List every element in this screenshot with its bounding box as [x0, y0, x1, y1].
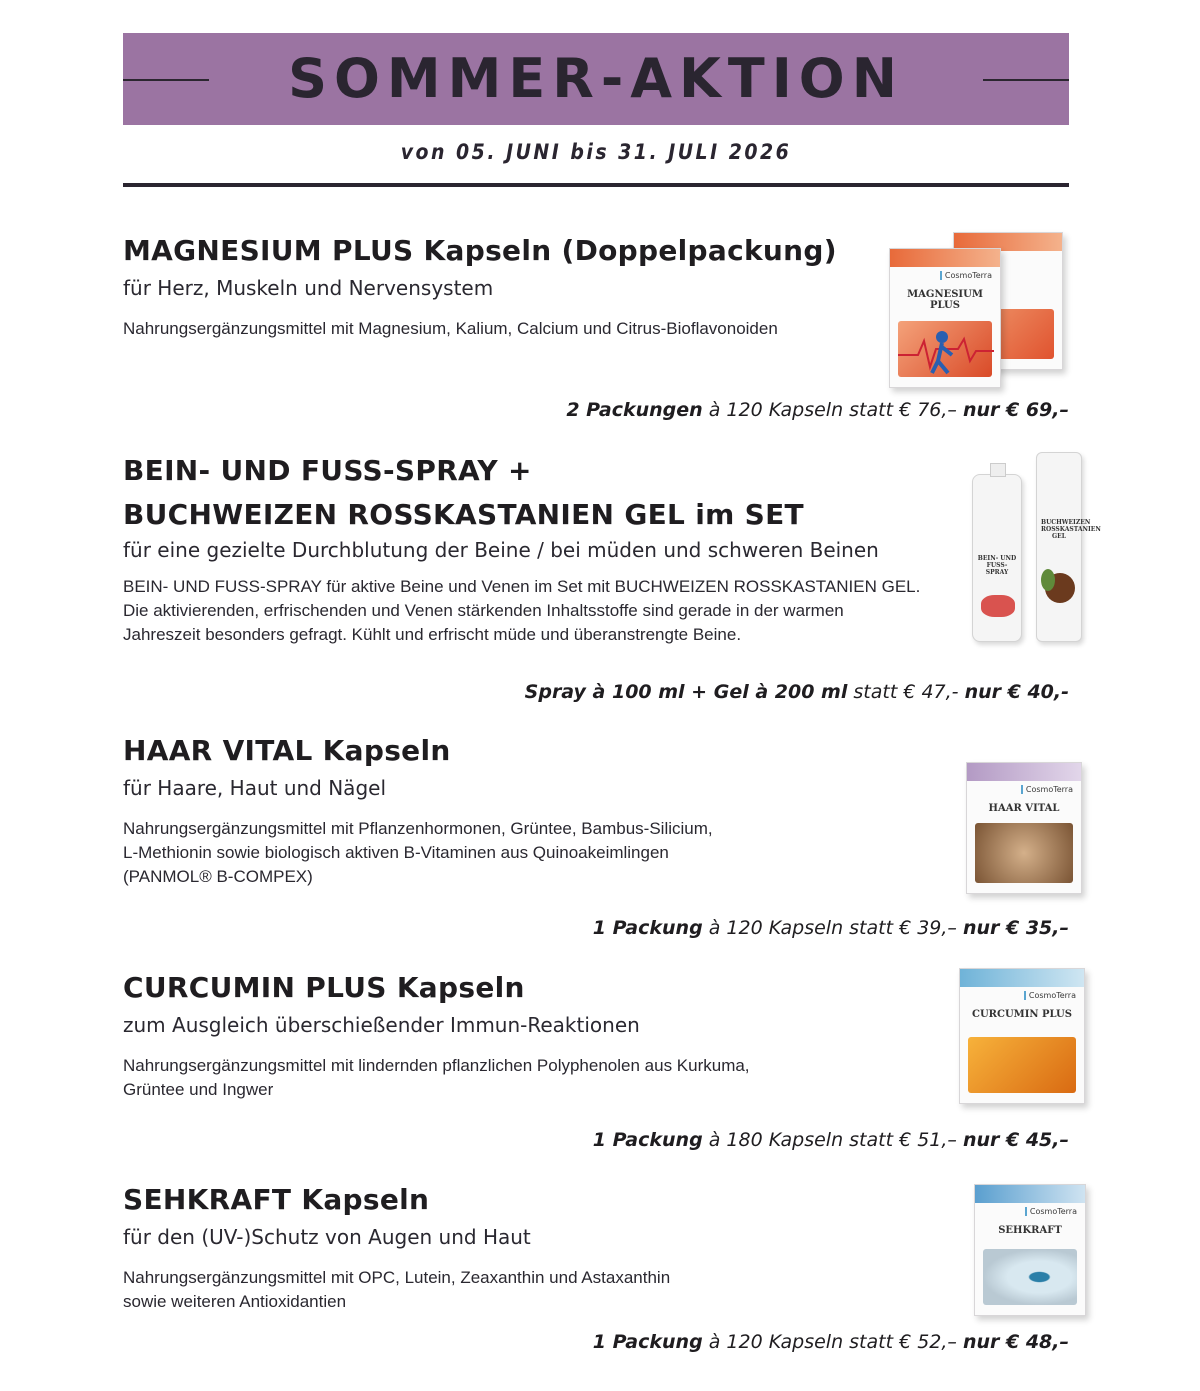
product-title: CURCUMIN PLUS Kapseln — [123, 971, 525, 1004]
product-haar-vital — [123, 729, 1069, 889]
promo-dates: von 05. JUNI bis 31. JULI 2026 — [400, 140, 792, 164]
product-description: Nahrungsergänzungsmittel mit lindernden pflanzlichen Polyphenolen aus Kurkuma, Grüntee und Ingwer — [123, 1056, 750, 1099]
product-price: Spray à 100 ml + Gel à 200 ml statt € 47,- nur € 40,- — [524, 681, 1069, 703]
product-price: 1 Packung à 120 Kapseln statt € 39,– nur € 35,– — [592, 917, 1069, 939]
product-curcumin-plus — [123, 966, 1069, 1102]
product-subtitle: für eine gezielte Durchblutung der Beine / bei müden und schweren Beinen — [123, 538, 879, 562]
product-description: Nahrungsergänzungsmittel mit OPC, Lutein, Zeaxanthin und Astaxanthin sowie weiteren Antioxidantien — [123, 1268, 671, 1311]
sehkraft-image: CosmoTerra SEHKRAFT — [970, 1180, 1094, 1320]
product-price: 2 Packungen à 120 Kapseln statt € 76,– nur € 69,– — [566, 399, 1069, 421]
product-title: SEHKRAFT Kapseln — [123, 1183, 430, 1216]
header-banner — [123, 33, 1069, 125]
product-title: MAGNESIUM PLUS Kapseln (Doppelpackung) — [123, 234, 837, 267]
bein-fuss-set-image: BUCHWEIZEN ROSSKASTANIEN GEL BEIN- UND FUSS-SPRAY — [966, 448, 1086, 648]
product-bein-fuss-set — [123, 449, 1069, 647]
product-price: 1 Packung à 180 Kapseln statt € 51,– nur € 45,– — [592, 1129, 1069, 1151]
product-subtitle: für Herz, Muskeln und Nervensystem — [123, 276, 494, 300]
product-description: Nahrungsergänzungsmittel mit Magnesium, Kalium, Calcium und Citrus-Bioflavonoiden — [123, 319, 778, 338]
curcumin-plus-image: CosmoTerra CURCUMIN PLUS — [955, 964, 1095, 1108]
haar-vital-image: CosmoTerra HAAR VITAL — [962, 758, 1092, 898]
header-divider — [123, 183, 1069, 187]
product-title-line2: BUCHWEIZEN ROSSKASTANIEN GEL im SET — [123, 498, 804, 531]
product-description: Nahrungsergänzungsmittel mit Pflanzenhormonen, Grüntee, Bambus-Silicium, L-Methionin sowie biologisch aktiven B-Vitaminen aus Quinoakeimlingen (PANMOL® B-COMPEX) — [123, 819, 713, 886]
product-subtitle: zum Ausgleich überschießender Immun-Reaktionen — [123, 1013, 640, 1037]
product-title: HAAR VITAL Kapseln — [123, 734, 451, 767]
product-price: 1 Packung à 120 Kapseln statt € 52,– nur € 48,– — [592, 1331, 1069, 1353]
magnesium-plus-image: CosmoTerra MAGNESIUM PLUS — [885, 228, 1105, 388]
product-subtitle: für den (UV-)Schutz von Augen und Haut — [123, 1225, 531, 1249]
product-sehkraft — [123, 1178, 1069, 1314]
banner-rule-right — [983, 79, 1069, 81]
product-description: BEIN- UND FUSS-SPRAY für aktive Beine und Venen im Set mit BUCHWEIZEN ROSSKASTANIEN GEL. Die aktivierenden, erfrischenden und Venen stärkenden Inhaltsstoffe sind gerade in der warmen Jahreszeit besonders gefragt. Kühlt und erfrischt müde und überanstrengte Beine. — [123, 577, 921, 644]
product-title-line1: BEIN- UND FUSS-SPRAY + — [123, 454, 532, 487]
product-subtitle: für Haare, Haut und Nägel — [123, 776, 386, 800]
page-title: SOMMER-AKTION — [288, 47, 904, 110]
